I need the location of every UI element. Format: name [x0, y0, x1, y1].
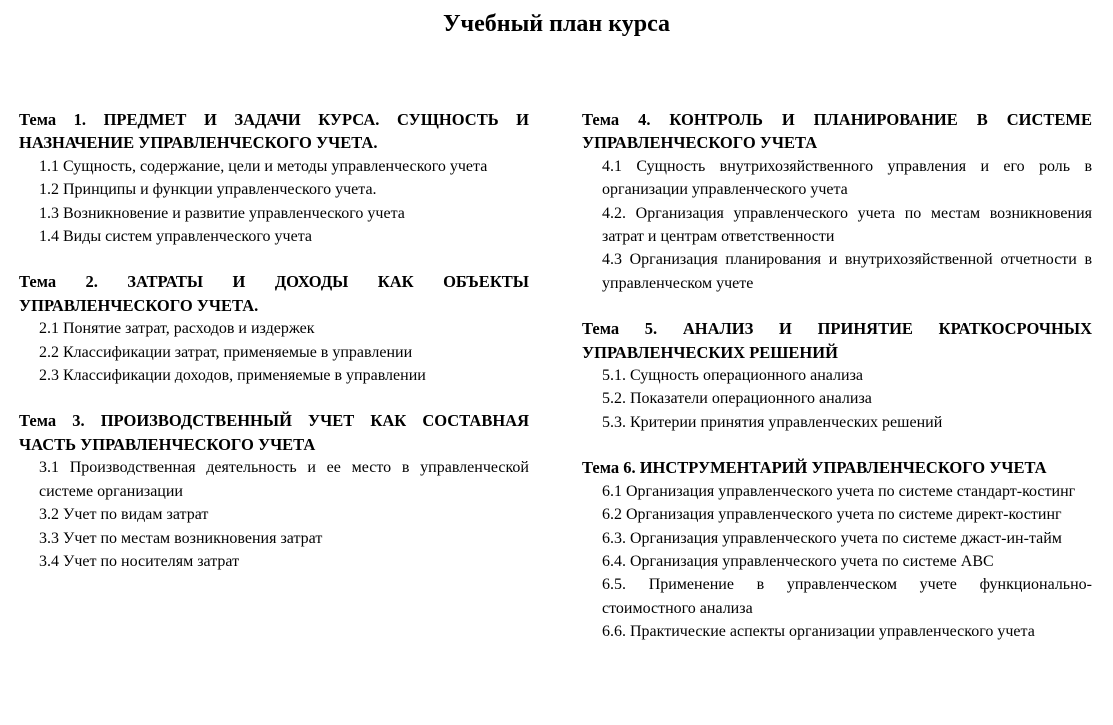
subtopic-item: 4.1 Сущность внутрихозяйственного управления и его роль в организации управленческого учета — [602, 157, 1092, 199]
subtopic-item: 6.4. Организация управленческого учета по системе АВС — [602, 552, 994, 570]
subtopic-item: 3.1 Производственная деятельность и ее место в управленческой системе организации — [39, 459, 529, 500]
topic-2 — [19, 270, 529, 387]
subtopic-item: 5.3. Критерии принятия управленческих решений — [602, 413, 943, 431]
subtopic-item: 6.1 Организация управленческого учета по системе стандарт-костинг — [602, 482, 1076, 500]
topic-heading: Тема 3. ПРОИЗВОДСТВЕННЫЙ УЧЕТ КАК СОСТАВНАЯ ЧАСТЬ УПРАВЛЕНЧЕСКОГО УЧЕТА — [19, 411, 529, 454]
topic-heading: Тема 6. ИНСТРУМЕНТАРИЙ УПРАВЛЕНЧЕСКОГО УЧЕТА — [582, 458, 1047, 478]
subtopic-item: 3.2 Учет по видам затрат — [39, 506, 209, 524]
topic-heading: Тема 5. АНАЛИЗ И ПРИНЯТИЕ КРАТКОСРОЧНЫХ УПРАВЛЕНЧЕСКИХ РЕШЕНИЙ — [582, 319, 1092, 362]
topic-heading: Тема 2. ЗАТРАТЫ И ДОХОДЫ КАК ОБЪЕКТЫ УПРАВЛЕНЧЕСКОГО УЧЕТА. — [19, 272, 529, 315]
subtopic-item: 3.4 Учет по носителям затрат — [39, 552, 240, 570]
subtopic-item: 1.1 Сущность, содержание, цели и методы управленческого учета — [39, 157, 488, 175]
right-column — [582, 108, 1092, 666]
left-column — [19, 108, 529, 595]
subtopic-item: 2.3 Классификации доходов, применяемые в управлении — [39, 367, 426, 385]
subtopic-item: 1.3 Возникновение и развитие управленческого учета — [39, 204, 405, 222]
subtopic-item: 4.2. Организация управленческого учета по местам возникновения затрат и центрам ответственности — [602, 204, 1092, 246]
subtopic-item: 2.1 Понятие затрат, расходов и издержек — [39, 320, 315, 338]
topic-heading: Тема 4. КОНТРОЛЬ И ПЛАНИРОВАНИЕ В СИСТЕМЕ УПРАВЛЕНЧЕСКОГО УЧЕТА — [582, 110, 1092, 153]
topic-4 — [582, 108, 1092, 295]
topic-6 — [582, 456, 1092, 643]
subtopic-item: 3.3 Учет по местам возникновения затрат — [39, 529, 323, 547]
subtopic-item: 1.4 Виды систем управленческого учета — [39, 228, 312, 246]
topic-1 — [19, 108, 529, 248]
subtopic-item: 6.6. Практические аспекты организации управленческого учета — [602, 623, 1035, 641]
subtopic-item: 4.3 Организация планирования и внутрихозяйственной отчетности в управленческом учете — [602, 251, 1092, 292]
subtopic-item: 5.2. Показатели операционного анализа — [602, 390, 872, 408]
subtopic-item: 5.1. Сущность операционного анализа — [602, 367, 863, 385]
subtopic-item: 1.2 Принципы и функции управленческого учета. — [39, 181, 377, 199]
topic-heading: Тема 1. ПРЕДМЕТ И ЗАДАЧИ КУРСА. СУЩНОСТЬ И НАЗНАЧЕНИЕ УПРАВЛЕНЧЕСКОГО УЧЕТА. — [19, 110, 529, 153]
page-title: Учебный план курса — [442, 11, 671, 37]
subtopic-item: 6.5. Применение в управленческом учете функционально-стоимостного анализа — [602, 576, 1092, 617]
topic-3 — [19, 409, 529, 573]
subtopic-item: 2.2 Классификации затрат, применяемые в управлении — [39, 343, 413, 361]
subtopic-item: 6.3. Организация управленческого учета по системе джаст-ин-тайм — [602, 529, 1062, 547]
subtopic-item: 6.2 Организация управленческого учета по системе директ-костинг — [602, 506, 1062, 524]
topic-5 — [582, 317, 1092, 434]
